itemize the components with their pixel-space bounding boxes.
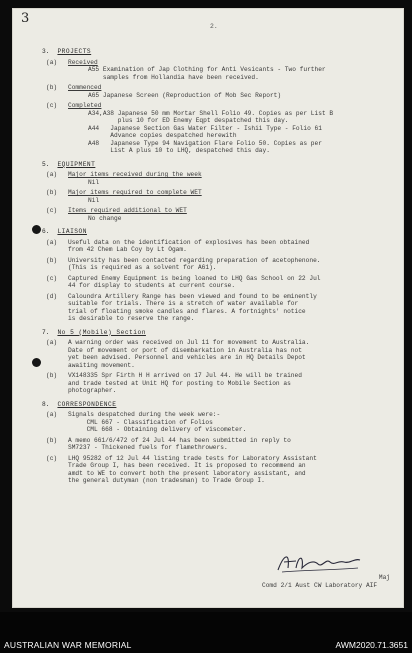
item-text-line: A65 Japanese Screen (Reproduction of Mob Sec Report) [88, 91, 282, 99]
item-text-line: photographer. [68, 387, 117, 394]
item-text-line: amdt to WE to convert both the present laboratory assistant, and [68, 469, 306, 477]
section-item [42, 339, 390, 369]
item-text-line: Advance copies despatched herewith [88, 132, 237, 139]
section-item [42, 411, 390, 434]
item-text-line: is desirable to reserve the range. [68, 315, 195, 322]
item-text-line: (This is required as a solvent for A61). [68, 264, 217, 271]
item-text-line: 44 for display to students at current course. [68, 282, 236, 289]
item-letter: (b) [46, 256, 58, 264]
item-text-line: CML 667 - Classification of Folios [68, 418, 213, 426]
item-letter: (c) [46, 454, 58, 462]
section-number: 7. [42, 328, 50, 336]
item-letter: (a) [46, 171, 58, 178]
item-text-line: SM7237 - Thickened fuels for flamethrowers. [68, 444, 228, 451]
item-subtitle: Commenced [68, 84, 102, 91]
section-item [42, 455, 390, 485]
item-text-line: Nil [88, 196, 100, 204]
section-item [42, 59, 390, 82]
item-text-line: and trade tested at Unit HQ for posting to Mobile Section as [68, 379, 291, 387]
item-text-line: yet been advised. Personnel and vehicles are in HQ Details Depot [68, 354, 306, 361]
section-item [42, 207, 390, 222]
item-text-line: A55 Examination of Jap Clothing for Anti Vesicants - Two further [88, 66, 326, 73]
item-text-line: No change [88, 214, 122, 222]
item-text-line: Date of movement or port of disembarkation in Australia has not [68, 346, 302, 354]
item-text-line: A warning order was received on Jul 11 for movement to Australia. [68, 339, 310, 346]
archive-name: AUSTRALIAN WAR MEMORIAL [4, 640, 132, 650]
item-text-line: Trade Group I, has been received. It is proposed to recommend an [68, 462, 306, 469]
section-item [42, 171, 390, 186]
item-subtitle: Completed [68, 102, 102, 109]
item-subtitle: Major items required to complete WET [68, 189, 202, 196]
item-text-line: samples from Hollandia have been received. [88, 73, 259, 81]
signatory-rank: Maj [378, 574, 390, 581]
section-item [42, 372, 390, 395]
signatory-title: Comd 2/1 Aust CW Laboratory AIF [262, 581, 378, 589]
item-subtitle: Items required additional to WET [68, 207, 187, 214]
punch-hole [32, 225, 41, 234]
item-letter: (b) [46, 436, 58, 444]
item-letter: (a) [46, 58, 58, 66]
item-text-line: CML 668 - Obtaining delivery of viscometer. [68, 426, 247, 433]
item-text-line: Useful data on the identification of explosives has been obtained [68, 238, 310, 246]
section-number: 8. [42, 400, 50, 408]
document-page [12, 8, 404, 608]
item-text-line: A48 Japanese Type 94 Navigation Flare Folio 50. Copies as per [88, 139, 322, 147]
section-item [42, 239, 390, 254]
item-text-line: List A plus 10 to LHQ, despatched this day. [88, 147, 270, 154]
item-text-line: from 42 Chem Lab Coy by Lt Ogam. [68, 246, 187, 253]
section-title: EQUIPMENT [57, 160, 96, 168]
section-item [42, 437, 390, 452]
section-title: CORRESPONDENCE [57, 400, 117, 408]
item-letter: (d) [46, 292, 58, 300]
section-heading [42, 48, 390, 56]
section-heading [42, 228, 390, 236]
punch-hole [32, 358, 41, 367]
section-number: 5. [42, 160, 50, 168]
section-title: LIAISON [57, 228, 87, 235]
item-text-line: Caloundra Artillery Range has been viewed and found to be eminently [68, 292, 317, 300]
item-letter: (a) [46, 339, 58, 346]
section-number: 6. [42, 228, 50, 235]
section-item [42, 257, 390, 272]
item-text-line: awaiting movement. [68, 361, 135, 369]
item-letter: (b) [46, 84, 58, 91]
item-text-line: LHQ 95282 of 12 Jul 44 listing trade tests for Laboratory Assistant [68, 454, 317, 462]
item-text-line: trial of floating smoke candles and flares. A fortnights' notice [68, 307, 306, 315]
corner-mark: 3 [21, 11, 30, 26]
section-item [42, 102, 390, 155]
item-letter: (c) [46, 274, 58, 282]
handwritten-signature [274, 548, 364, 576]
item-text-line: Nil [88, 178, 100, 186]
item-letter: (c) [46, 102, 58, 109]
item-subtitle: Received [68, 58, 98, 66]
section-number: 3. [42, 48, 50, 55]
section-heading [42, 329, 390, 337]
archive-footer [0, 612, 412, 653]
item-text-line: Captured Enemy Equipment is being loaned to LHQ Gas School on 22 Jul [68, 274, 321, 282]
document-body [42, 42, 390, 485]
item-text-line: A44 Japanese Section Gas Water Filter - Ishii Type - Folio 61 [88, 124, 322, 132]
item-letter: (a) [46, 238, 58, 246]
section-heading [42, 161, 390, 169]
item-letter: (a) [46, 411, 58, 418]
section-title: No 5 (Mobile) Section [57, 328, 146, 336]
section-item [42, 275, 390, 290]
section-title: PROJECTS [57, 48, 92, 55]
item-text-line: A34,A38 Japanese 50 mm Mortar Shell Folio 49. Copies as per List B [88, 109, 334, 117]
signature-block [262, 574, 390, 589]
item-letter: (b) [46, 189, 58, 196]
item-subtitle: Major items received during the week [68, 171, 202, 178]
item-text-line: Signals despatched during the week were:- [68, 411, 221, 418]
item-letter: (c) [46, 207, 58, 214]
item-text-line: University has been contacted regarding preparation of acetophenone. [68, 256, 321, 264]
catalogue-number: AWM2020.71.3651 [335, 640, 408, 650]
section-item [42, 189, 390, 204]
item-letter: (b) [46, 372, 58, 379]
item-text-line: the general dutyman (non tradesman) to Trade Group I. [68, 477, 265, 484]
item-text-line: VX148335 Spr Firth H H arrived on 17 Jul 44. He will be trained [68, 372, 302, 379]
section-item [42, 84, 390, 99]
section-heading [42, 401, 390, 409]
section-item [42, 293, 390, 323]
item-text-line: plus 10 for ED Enemy Eqpt despatched this day. [88, 117, 289, 124]
page-number: 2. [210, 23, 218, 30]
item-text-line: suitable for trials. There is a stretch of water available for [68, 300, 299, 307]
item-text-line: A memo 661/6/472 of 24 Jul 44 has been submitted in reply to [68, 436, 291, 444]
